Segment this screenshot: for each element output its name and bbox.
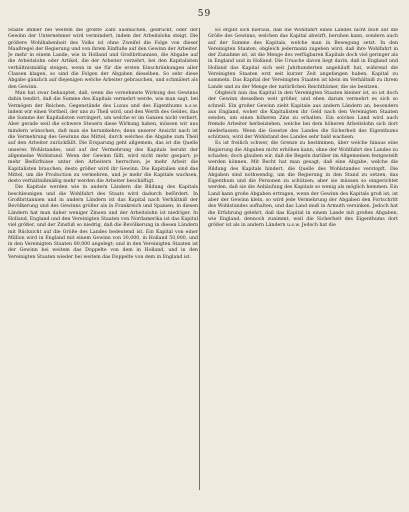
left-paragraph-1: Staate immer bei weitem die größte Zahl ausmachen, gedrückt, oder der Gewinn der Unternehmer wird vermindert, indem der Arbeitslohn steigt. Die größere Wohlhabenheit des Volks ist ohne Zweifel die Folge von dieser Maaßregel der Regierung und von ihrem Einfluße auf den Gewinn der Arbeiter. Je mehr in einem Lande, wie in Holland und Großbritannien, die Abgabe auf die Arbeitslohn oder Artikel, die der Arbeiter verzehrt, bei den Kapitalisten verhältnismäßig steigen, wenn in sie für die ersten Einschränkungen aller Classen klagen, so sind die Folgen der Abgaben dieselben. So sehr diese Abgabe gänzlich auf diejenigen welche Arbeiter gebrauchen, und schmälert als den Gewinn. — [8, 28, 198, 90]
left-column — [8, 28, 198, 498]
left-paragraph-2: Man hat zwar behauptet, daß, wenn die vornehmste Wirkung des Gewinns dahin tendirt, daß die Summe des Kapitals vermehrt werde, wie man sagt, bei Vermögen der Reichen, Gegenstände des Luxus und des Eigenthums u.s.w. indem wir einen Vortheil, der uns zu Theil wird, und den Werth des Geldes, das die Summe der Kapitalisten verringert, um welche er im Ganzen nicht verliert. Aber gerade weil die schwere Steuern diese Wirkung haben, müssen wir uns mindern wünschen, daß man sie herumkehre; denn unserer Ansicht nach ist die Vermehrung des Gewinns das Mittel, durch welches die Abgabe zum Theil auf den Arbeiter zurückfällt. Die Ersparung geht allgemein, das ist die Quelle unseres Wohlstandes, und auf der Vermehrung des Kapitals beruht der allgemeine Wohlstand. Wenn der Gewinn fällt, wird nicht mehr gespart; je mehr Bedürfnisse unter den Arbeitern herrschen, je mehr Arbeit die Kapitalisten brauchen, desto größer wird ihr Gewinn. Die Kapitalien sind das Mittel, um die Production zu vermehren, und je mehr die Kapitale wachsen, desto verhältnißmäßig mehr werden die Arbeiter beschäftigt. — [8, 90, 198, 185]
left-paragraph-3: Die Kapitale werden wie in andern Ländern die Bildung des Kapitals beschleunigen und die Wohlfahrt des Staats wird dadurch befördert. In Großbritannien und in andern Ländern ist das Kapital nach Verhältniß der Bevölkerung und des Gewinns größer als in Frankreich und Spanien; in diesen Ländern hat man daher weniger Zinsen und der Arbeitslohn ist niedriger. In Holland, England und den Vereinigten Staaten von Nordamerika ist das Kapital viel größer, und der Zinsfuß so niedrig, daß die Bevölkerung in diesen Ländern mit Rücksicht auf die Größe des Landes bedeutend ist. Ein Kapital von einer Million wird in England mit einem Gewinn von 30,000, in Holland 50,000, und in den Vereinigten Staaten 80,000 angelegt; und in den Vereinigten Staaten ist der Gewinn bei weitem das Doppelte von dem in Holland, und in den Vereinigten Staaten wieder bei weitem das Doppelte von dem in England ist. — [8, 185, 198, 260]
page-number: 59 — [197, 9, 212, 19]
right-paragraph-2: Obgleich nun das Kapital in den Vereinigten Staaten kleiner ist, so ist doch der Gewinn desselben weit größer, und eben darum vermehrt es sich so schnell. Ein großer Gewinn zieht Kapitale aus andern Ländern an, besonders aus England, woher die Kapitalisten ihr Geld nach den Vereinigten Staaten senden, um einen höheren Zins zu erhalten. Ein solches Land wird auch fremde Arbeiter herbeiziehen, welche bei dem höheren Arbeitslohn sich dort niederlassen. Wenn die Gesetze des Landes die Sicherheit des Eigenthums schützen, wird der Wohlstand des Landes sehr bald wachsen. — [208, 90, 398, 141]
column-divider — [199, 28, 200, 490]
right-column — [208, 28, 398, 498]
right-paragraph-1: Es ergibt sich hieraus, daß die Wohlfahrt eines Landes nicht bloß auf die Größe des Gewinns, welchen das Kapital abwirft, beruhen kann, sondern auch auf der Summe des Kapitals, welche man in Bewegung setzt. In den Vereinigten Staaten, obgleich jedermann zugeben wird, daß ihre Wohlfahrt in der Zunahme ist, ist die Menge des verfügbaren Kapitals doch viel geringer als in England und in Holland. Die Ursache davon liegt darin, daß in England und Holland das Kapital sich seit Jahrhunderten angehäuft hat, während die Vereinigten Staaten erst seit kurzer Zeit angefangen haben, Kapital zu sammeln. Das Kapital der Vereinigten Staaten ist klein im Verhältniß zu ihrem Lande und zu der Menge der natürlichen Reichthümer, die sie besitzen. — [208, 28, 398, 90]
right-paragraph-3: Es ist freilich schwer, die Grenze zu bestimmen, über welche hinaus eine Regierung die Abgaben nicht erhöhen kann, ohne der Wohlfahrt des Landes zu schaden; doch glauben wir, daß die Regeln darüber im Allgemeinen festgestellt werden können. Mit Recht hat man gesagt, daß eine Abgabe, welche die Bildung des Kapitals hindert, die Quelle des Wohlstandes verstopft. Die Abgaben sind nothwendig, um die Regierung in den Stand zu setzen, das Eigenthum und die Personen zu schützen; aber sie müssen so eingerichtet werden, daß sie die Anhäufung des Kapitals so wenig als möglich hemmen. Ein Land kann große Abgaben ertragen, wenn der Gewinn des Kapitals groß ist; ist aber der Gewinn klein, so wird jede Vermehrung der Abgaben den Fortschritt des Wohlstandes aufhalten, und das Land muß in Armuth versinken. Jedoch hat die Erfahrung gelehrt, daß das Kapital in einem Lande mit großen Abgaben, wie England, dennoch zunimmt, weil die Sicherheit des Eigenthums dort größer ist als in andern Ländern u.s.w. Jedoch hat die — [208, 141, 398, 229]
